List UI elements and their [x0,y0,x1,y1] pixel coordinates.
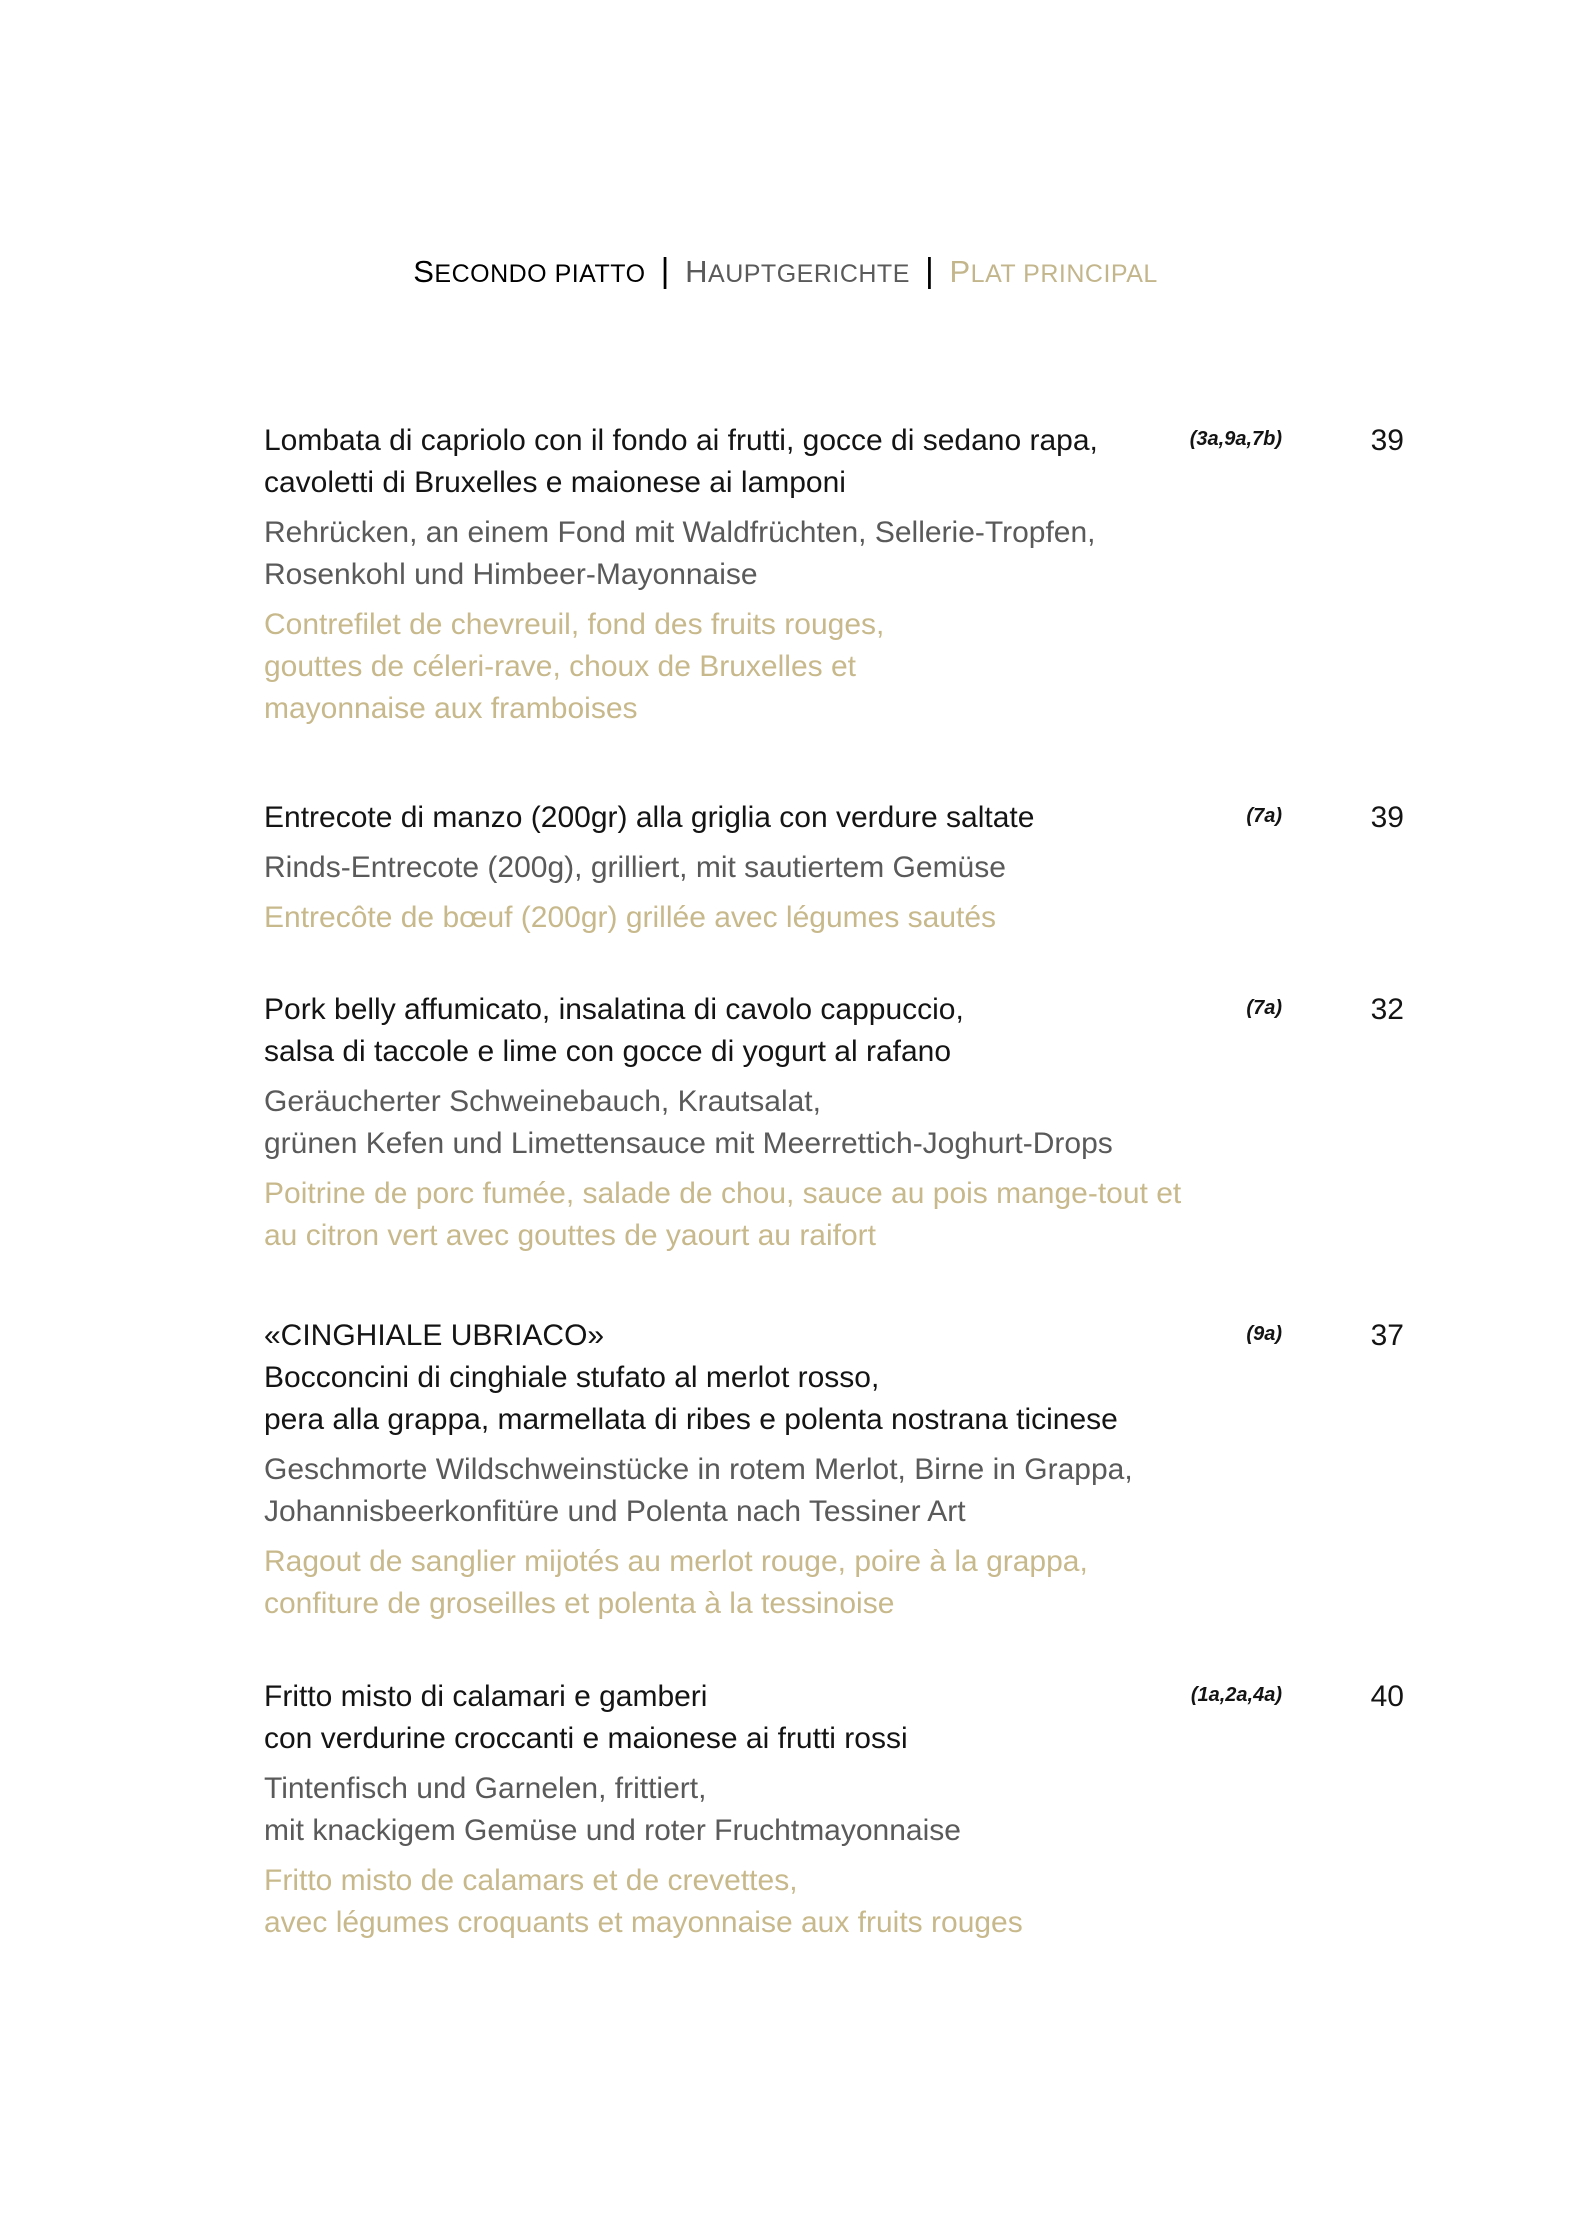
dish-title: «CINGHIALE UBRIACO» [264,1319,605,1352]
allergen-codes: (7a) [1246,997,1282,1019]
description-line: Bocconcini di cinghiale stufato al merlot rosso, [264,1361,880,1394]
heading-separator: | [925,252,935,290]
description-line: Entrecote di manzo (200gr) alla griglia con verdure saltate [264,801,1035,834]
heading-french: PLAT PRINCIPAL [949,254,1158,289]
french-description [264,897,1404,939]
description-line: cavoletti di Bruxelles e maionese ai lamponi [264,466,846,499]
french-description [264,1541,1404,1625]
description-line: Geschmorte Wildschweinstücke in rotem Merlot, Birne in Grappa, [264,1453,1133,1486]
description-line: con verdurine croccanti e maionese ai frutti rossi [264,1722,908,1755]
menu-item [264,1315,1404,1625]
french-description [264,1860,1404,1944]
allergen-codes: (3a,9a,7b) [1189,428,1282,450]
description-line: gouttes de céleri-rave, choux de Bruxelles et [264,650,856,683]
price: 37 [1370,1319,1404,1352]
description-line: pera alla grappa, marmellata di ribes e polenta nostrana ticinese [264,1403,1118,1436]
allergen-codes: (1a,2a,4a) [1190,1684,1282,1706]
description-line: Poitrine de porc fumée, salade de chou, sauce au pois mange-tout et [264,1177,1182,1210]
description-line: Rinds-Entrecote (200g), grilliert, mit sautiertem Gemüse [264,851,1006,884]
description-line: Entrecôte de bœuf (200gr) grillée avec légumes sautés [264,901,997,934]
description-line: Rosenkohl und Himbeer-Mayonnaise [264,558,758,591]
german-description [264,1081,1404,1165]
description-line: Rehrücken, an einem Fond mit Waldfrüchten, Sellerie-Tropfen, [264,516,1096,549]
italian-description [264,797,1404,839]
menu-item [264,1676,1404,1944]
description-line: avec légumes croquants et mayonnaise aux fruits rouges [264,1906,1023,1939]
description-line: Pork belly affumicato, insalatina di cavolo cappuccio, [264,993,964,1026]
description-line: grünen Kefen und Limettensauce mit Meerrettich-Joghurt-Drops [264,1127,1113,1160]
price: 32 [1370,993,1404,1026]
description-line: au citron vert avec gouttes de yaourt au raifort [264,1219,876,1252]
description-line: mayonnaise aux framboises [264,692,638,725]
description-line: Contrefilet de chevreuil, fond des fruits rouges, [264,608,885,641]
description-line: Geräucherter Schweinebauch, Krautsalat, [264,1085,821,1118]
description-line: salsa di taccole e lime con gocce di yogurt al rafano [264,1035,952,1068]
allergen-codes: (9a) [1246,1323,1282,1345]
heading-german: HAUPTGERICHTE [685,254,910,289]
menu-item [264,797,1404,939]
french-description [264,1173,1404,1257]
german-description [264,1768,1404,1852]
menu-item [264,420,1404,730]
description-line: Ragout de sanglier mijotés au merlot rouge, poire à la grappa, [264,1545,1088,1578]
italian-description [264,1315,1404,1441]
menu-item [264,989,1404,1257]
german-description [264,1449,1404,1533]
description-line: confiture de groseilles et polenta à la tessinoise [264,1587,895,1620]
italian-description [264,989,1404,1073]
description-line: mit knackigem Gemüse und roter Fruchtmayonnaise [264,1814,961,1847]
french-description [264,604,1404,730]
heading-separator: | [660,252,671,290]
description-line: Lombata di capriolo con il fondo ai frutti, gocce di sedano rapa, [264,424,1098,457]
german-description [264,512,1404,596]
price: 39 [1370,424,1404,457]
heading-italian: SECONDO PIATTO [413,254,646,289]
description-line: Tintenfisch und Garnelen, frittiert, [264,1772,707,1805]
description-line: Fritto misto di calamari e gamberi [264,1680,708,1713]
description-line: Fritto misto de calamars et de crevettes, [264,1864,798,1897]
allergen-codes: (7a) [1246,805,1282,827]
price: 39 [1370,801,1404,834]
price: 40 [1370,1680,1404,1713]
description-line: Johannisbeerkonfitüre und Polenta nach Tessiner Art [264,1495,966,1528]
german-description [264,847,1404,889]
section-heading [0,252,1571,291]
